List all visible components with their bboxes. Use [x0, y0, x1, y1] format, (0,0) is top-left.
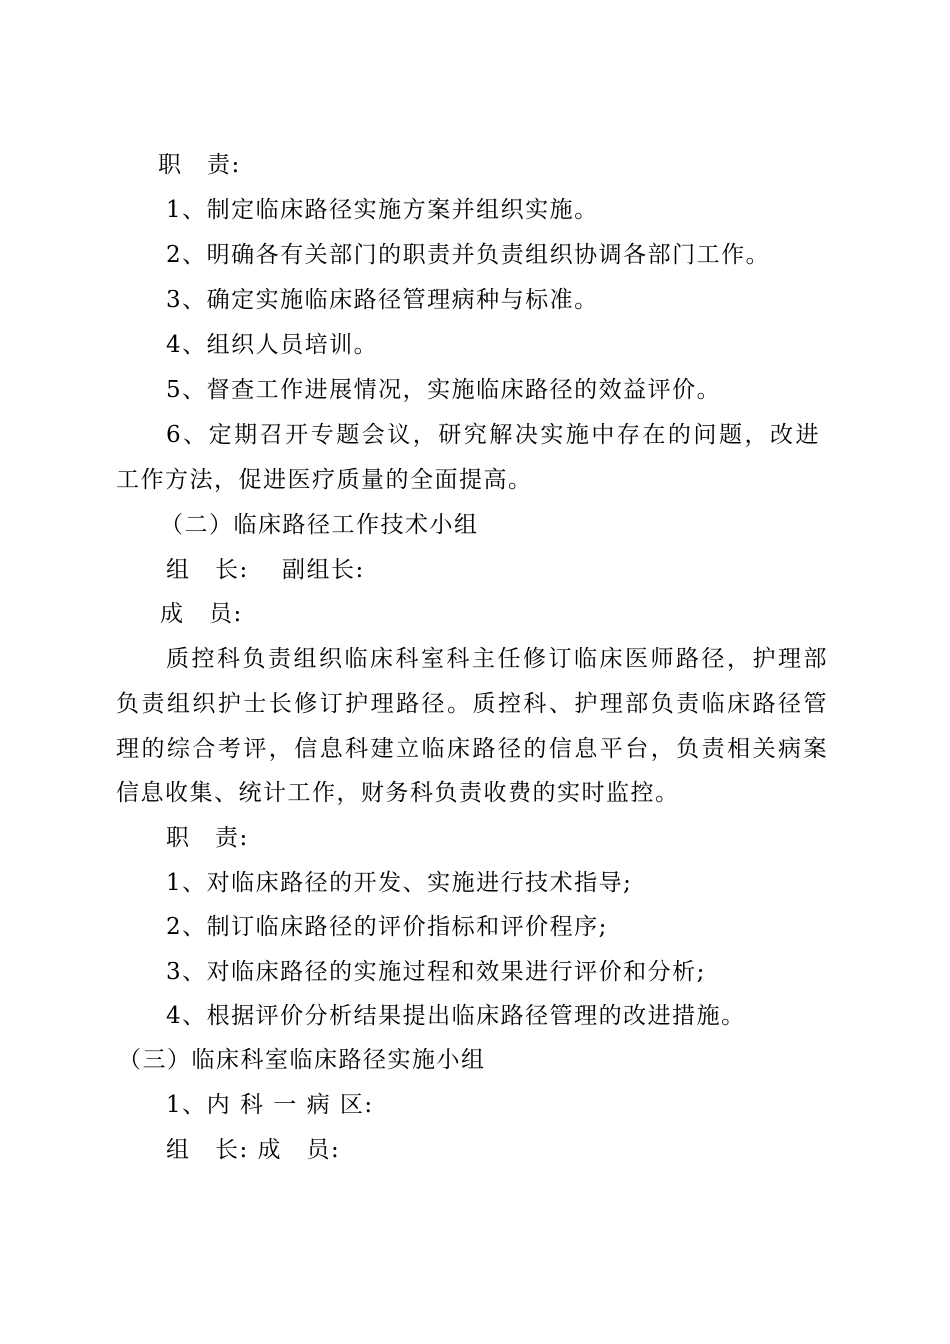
leader-line-2: 组 长: 副组长:	[166, 557, 365, 583]
section-two-heading: （二）临床路径工作技术小组	[160, 512, 479, 538]
duties-heading-1: 职 责:	[158, 152, 241, 178]
members-line-2: 成 员:	[160, 601, 243, 627]
duty-item-1-2: 2、明确各有关部门的职责并负责组织协调各部门工作。	[166, 242, 771, 268]
duty-item-1-4: 4、组织人员培训。	[166, 332, 379, 358]
duty-item-2-2: 2、制订临床路径的评价指标和评价程序;	[166, 914, 608, 940]
paragraph-line-2: 负责组织护士长修订护理路径。质控科、护理部负责临床路径管	[116, 691, 828, 717]
paragraph-line-1: 质控科负责组织临床科室科主任修订临床医师路径，护理部	[166, 646, 828, 672]
ward-line: 1、内 科 一 病 区:	[166, 1092, 374, 1118]
paragraph-line-3: 理的综合考评，信息科建立临床路径的信息平台，负责相关病案	[116, 736, 828, 762]
section-three-heading: （三）临床科室临床路径实施小组	[118, 1047, 486, 1073]
duty-item-2-3: 3、对临床路径的实施过程和效果进行评价和分析;	[166, 959, 706, 985]
duty-item-2-1: 1、对临床路径的开发、实施进行技术指导;	[166, 870, 633, 896]
duty-item-1-1: 1、制定临床路径实施方案并组织实施。	[166, 197, 599, 223]
leader-members-line-3: 组 长: 成 员:	[166, 1137, 341, 1163]
duty-item-1-6: 6、定期召开专题会议，研究解决实施中存在的问题，改进	[166, 422, 820, 448]
duty-item-1-3: 3、确定实施临床路径管理病种与标准。	[166, 287, 599, 313]
duty-item-1-5: 5、督查工作进展情况，实施临床路径的效益评价。	[166, 377, 722, 403]
duty-item-1-6-cont: 工作方法，促进医疗质量的全面提高。	[116, 467, 533, 493]
duties-heading-2: 职 责:	[166, 825, 249, 851]
paragraph-line-4: 信息收集、统计工作，财务科负责收费的实时监控。	[116, 780, 680, 806]
duty-item-2-4: 4、根据评价分析结果提出临床路径管理的改进措施。	[166, 1003, 746, 1029]
